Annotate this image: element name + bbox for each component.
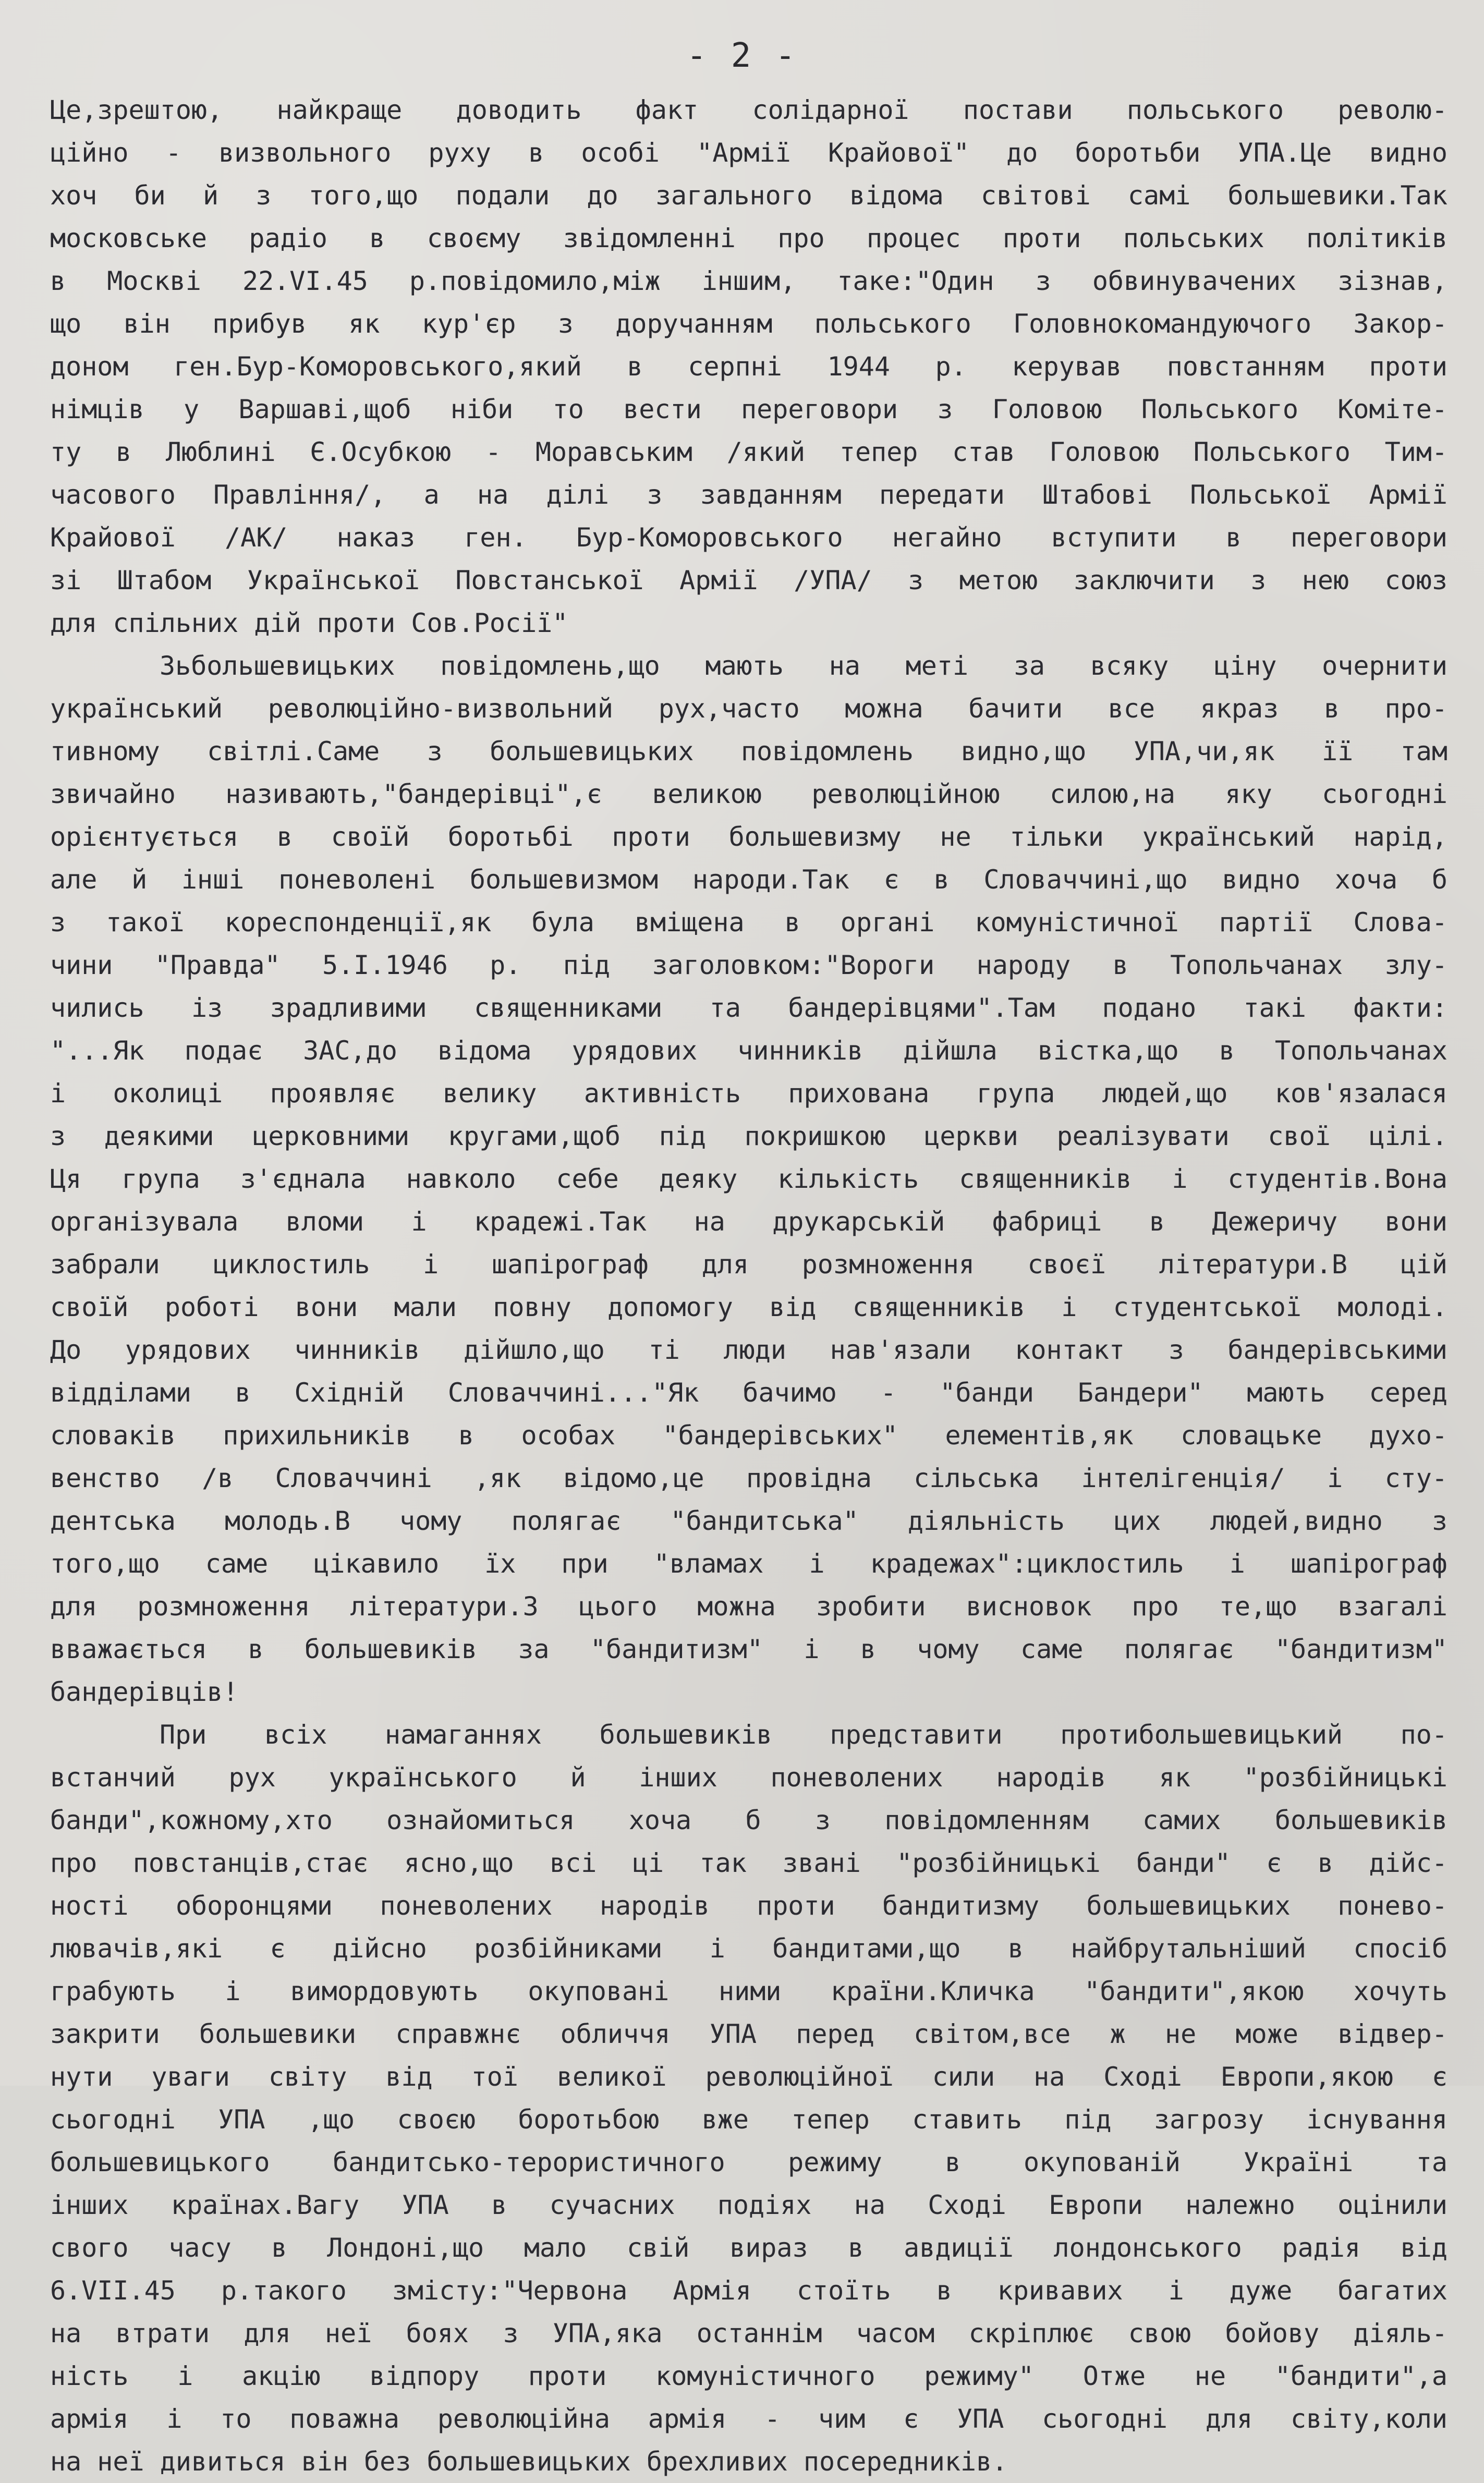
body-text: [50, 89, 1447, 2483]
text-line: інших країнах.Вагу УПА в сучасних подіях на Сході Европи належно оцінили: [50, 2190, 1447, 2220]
text-line: чини "Правда" 5.I.1946 р. під заголовком:"Вороги народу в Топольчанах злу-: [50, 950, 1447, 980]
text-line: ційно - визвольного руху в особі "Армії Крайової" до боротьби УПА.Це видно: [50, 138, 1447, 168]
text-line: Крайової /АК/ наказ ген. Бур-Коморовського негайно вступити в переговори: [50, 522, 1447, 553]
text-line: забрали циклостиль і шапірограф для розмноження своєї літератури.В цій: [50, 1249, 1447, 1280]
text-line: До урядових чинників дійшло,що ті люди нав'язали контакт з бандерівськими: [50, 1335, 1447, 1365]
text-line: свого часу в Лондоні,що мало свій вираз в авдиції лондонського радія від: [50, 2233, 1447, 2263]
text-line: того,що саме цікавило їх при "вламах і крадежах":циклостиль і шапірограф: [50, 1549, 1447, 1579]
text-line: тивному світлі.Саме з большевицьких повідомлень видно,що УПА,чи,як її там: [50, 736, 1447, 766]
text-line: 6.VII.45 р.такого змісту:"Червона Армія стоїть в кривавих і дуже багатих: [50, 2275, 1447, 2306]
text-line: ту в Люблині Є.Осубкою - Моравським /який тепер став Головою Польського Тим-: [50, 437, 1447, 467]
text-line: доном ген.Бур-Коморовського,який в серпні 1944 р. керував повстанням проти: [50, 351, 1447, 382]
text-line: на неї дивиться він без большевицьких брехливих посередників.: [50, 2447, 1008, 2477]
text-line: Це,зрештою, найкраще доводить факт солідарної постави польського револю-: [50, 95, 1447, 125]
text-line: При всіх намаганнях большевиків представити протибольшевицький по-: [160, 1720, 1447, 1750]
text-line: ності оборонцями поневолених народів проти бандитизму большевицьких понево-: [50, 1891, 1447, 1921]
text-line: Зьбольшевицьких повідомлень,що мають на меті за всяку ціну очернити: [160, 651, 1447, 681]
text-line: з такої кореспонденції,як була вміщена в органі комуністичної партії Слова-: [50, 907, 1447, 938]
text-line: банди",кожному,хто ознайомиться хоча б з повідомленням самих большевиків: [50, 1805, 1447, 1835]
text-line: хоч би й з того,що подали до загального відома світові самі большевики.Так: [50, 180, 1447, 211]
text-line: сьогодні УПА ,що своєю боротьбою вже тепер ставить під загрозу існування: [50, 2104, 1447, 2135]
text-line: звичайно називають,"бандерівці",є великою революційною силою,на яку сьогодні: [50, 779, 1447, 809]
text-line: венство /в Словаччині ,як відомо,це провідна сільська інтелігенція/ і сту-: [50, 1463, 1447, 1493]
text-line: німців у Варшаві,щоб ніби то вести переговори з Головою Польського Коміте-: [50, 394, 1447, 424]
text-line: бандерівців!: [50, 1677, 239, 1707]
text-line: український революційно-визвольний рух,часто можна бачити все якраз в про-: [50, 693, 1447, 724]
text-line: чились із зрадливими священниками та бандерівцями".Там подано такі факти:: [50, 993, 1447, 1023]
text-line: з деякими церковними кругами,щоб під покришкою церкви реалізувати свої цілі.: [50, 1121, 1447, 1151]
text-line: Ця група з'єднала навколо себе деяку кількість священників і студентів.Вона: [50, 1164, 1447, 1194]
text-line: нути уваги світу від тої великої революційної сили на Сході Европи,якою є: [50, 2062, 1447, 2092]
text-line: для розмноження літератури.З цього можна зробити висновок про те,що взагалі: [50, 1591, 1447, 1622]
text-line: лювачів,які є дійсно розбійниками і бандитами,що в найбрутальніший спосіб: [50, 1933, 1447, 1964]
text-line: про повстанців,стає ясно,що всі ці так звані "розбійницькі банди" є в дійс-: [50, 1848, 1447, 1878]
text-line: часового Правління/, а на ділі з завданням передати Штабові Польської Армії: [50, 480, 1447, 510]
text-line: і околиці проявляє велику активність прихована група людей,що ков'язалася: [50, 1078, 1447, 1109]
text-line: армія і то поважна революційна армія - чим є УПА сьогодні для світу,коли: [50, 2404, 1447, 2434]
text-line: закрити большевики справжнє обличчя УПА перед світом,все ж не може відвер-: [50, 2019, 1447, 2049]
text-line: що він прибув як кур'єр з доручанням польського Головнокомандуючого Закор-: [50, 309, 1447, 339]
text-line: грабують і вимордовують окуповані ними країни.Кличка "бандити",якою хочуть: [50, 1976, 1447, 2006]
text-line: в Москві 22.VI.45 р.повідомило,між іншим, таке:"Один з обвинувачених зізнав,: [50, 266, 1447, 296]
text-line: дентська молодь.В чому полягає "бандитська" діяльність цих людей,видно з: [50, 1506, 1447, 1536]
text-line: словаків прихильників в особах "бандерівських" елементів,як словацьке духо-: [50, 1420, 1447, 1451]
text-line: большевицького бандитсько-терористичного режиму в окупованій Україні та: [50, 2147, 1447, 2177]
text-line: для спільних дій проти Сов.Росії": [50, 608, 568, 638]
text-line: відділами в Східній Словаччині..."Як бачимо - "банди Бандери" мають серед: [50, 1378, 1447, 1408]
text-line: московське радіо в своєму звідомленні про процес проти польських політиків: [50, 223, 1447, 253]
text-line: встанчий рух українського й інших поневолених народів як "розбійницькі: [50, 1762, 1447, 1793]
text-line: вважається в большевиків за "бандитизм" і в чому саме полягає "бандитизм": [50, 1634, 1447, 1664]
text-line: своїй роботі вони мали повну допомогу від священників і студентської молоді.: [50, 1292, 1447, 1322]
text-line: "...Як подає ЗАС,до відома урядових чинників дійшла вістка,що в Топольчанах: [50, 1036, 1447, 1066]
text-line: зі Штабом Української Повстанської Армії /УПА/ з метою заключити з нею союз: [50, 565, 1447, 595]
text-line: але й інші поневолені большевизмом народи.Так є в Словаччині,що видно хоча б: [50, 865, 1447, 895]
page-number: - 2 -: [686, 36, 798, 75]
text-line: орієнтується в своїй боротьбі проти большевизму не тільки український нарід,: [50, 822, 1447, 852]
text-line: на втрати для неї боях з УПА,яка останнім часом скріплює свою бойову діяль-: [50, 2318, 1447, 2348]
text-line: організувала вломи і крадежі.Так на друкарській фабриці в Дежеричу вони: [50, 1207, 1447, 1237]
text-line: ність і акцію відпору проти комуністичного режиму" Отже не "бандити",а: [50, 2361, 1447, 2391]
